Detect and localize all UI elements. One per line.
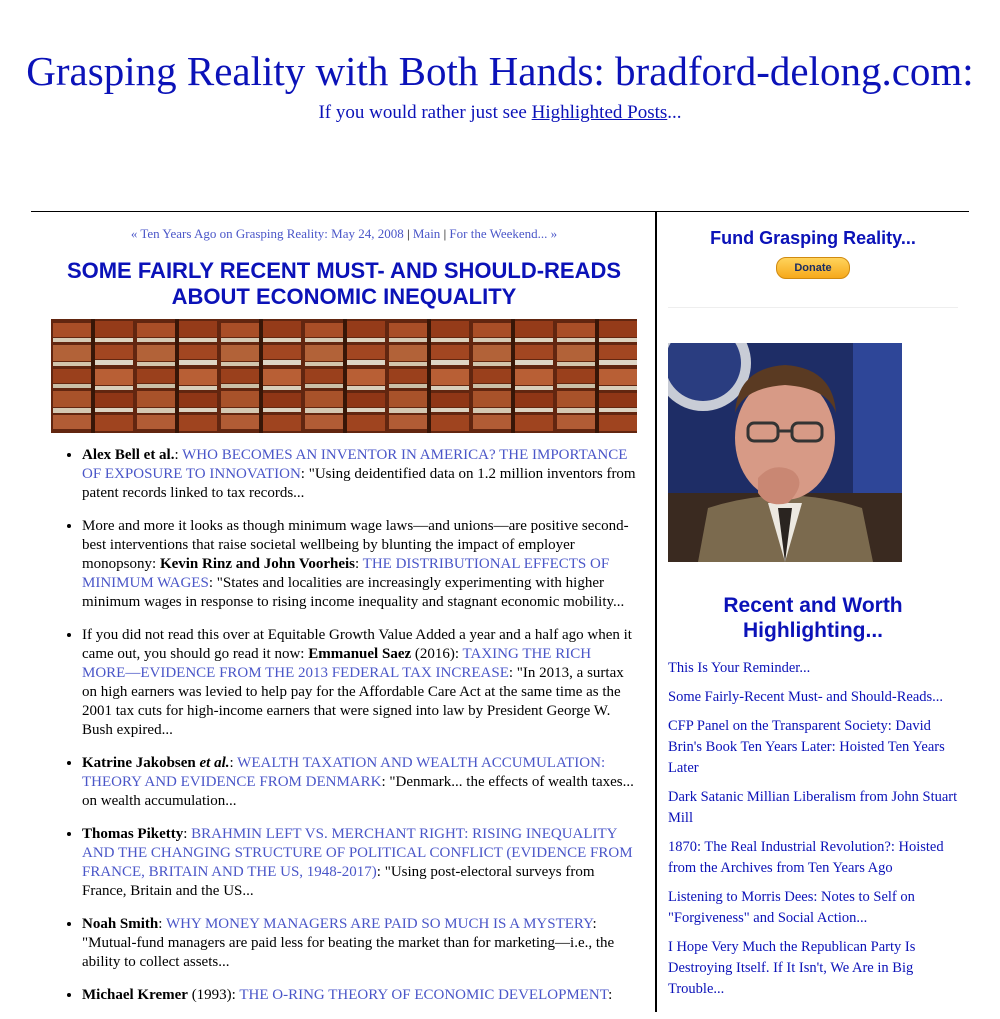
item-link[interactable]: WHO BECOMES AN INVENTOR IN AMERICA? THE IMPORTANCE OF EXPOSURE TO INNOVATION bbox=[82, 447, 628, 482]
nav-separator: | bbox=[403, 226, 413, 241]
item-author-name: Katrine Jakobsen bbox=[82, 755, 200, 771]
item-link[interactable]: BRAHMIN LEFT VS. MERCHANT RIGHT: RISING INEQUALITY AND THE CHANGING STRUCTURE OF POLITICAL CONFLICT (EVIDENCE FROM FRANCE, BRITAIN AND THE US, 1948-2017) bbox=[82, 826, 633, 880]
item-quote: : "Using deidentified data on 1.2 million inventors from patent records linked to tax records... bbox=[82, 466, 636, 501]
recent-link[interactable]: 1870: The Real Industrial Revolution?: Hoisted from the Archives from Ten Years Ago bbox=[668, 839, 944, 876]
recent-link[interactable]: CFP Panel on the Transparent Society: David Brin's Book Ten Years Later: Hoisted Ten Years Later bbox=[668, 718, 945, 776]
highlighted-posts-link[interactable]: Highlighted Posts bbox=[531, 102, 668, 123]
recent-link[interactable]: This Is Your Reminder... bbox=[668, 660, 811, 676]
item-author: Michael Kremer bbox=[82, 987, 188, 1003]
list-item bbox=[82, 915, 637, 972]
subtitle-suffix: ... bbox=[667, 102, 682, 123]
item-author: Kevin Rinz and John Voorheis bbox=[159, 556, 355, 572]
prev-post-link[interactable]: « Ten Years Ago on Grasping Reality: May 24, 2008 bbox=[130, 226, 404, 241]
item-author: Emmanuel Saez bbox=[308, 646, 412, 662]
item-quote: : "In 2013, a surtax on high earners was levied to help pay for the Affordable Care Act at the same time as the 2001 tax cuts for high-income earners that were signed into law by President George W. Bush expired... bbox=[82, 665, 624, 738]
item-year: : bbox=[158, 916, 163, 932]
item-year: : bbox=[229, 755, 234, 771]
item-author: Alex Bell et al. bbox=[82, 447, 175, 463]
subtitle-prefix: If you would rather just see bbox=[318, 102, 532, 123]
item-year: (2016): bbox=[411, 646, 460, 662]
item-link[interactable]: WEALTH TAXATION AND WEALTH ACCUMULATION: THEORY AND EVIDENCE FROM DENMARK bbox=[82, 755, 606, 790]
recent-link[interactable]: I Hope Very Much the Republican Party Is Destroying Itself. If It Isn't, We Are in Big Trouble... bbox=[668, 939, 916, 997]
post-navigation bbox=[51, 226, 637, 242]
column-divider bbox=[655, 212, 657, 1012]
item-year: : bbox=[183, 826, 188, 842]
recent-list bbox=[668, 658, 958, 1000]
blog-title[interactable]: Grasping Reality with Both Hands: bradford-delong.com: bbox=[26, 48, 974, 94]
blog-subtitle bbox=[0, 102, 1000, 124]
post-title: SOME FAIRLY RECENT MUST- AND SHOULD-READS ABOUT ECONOMIC INEQUALITY bbox=[66, 258, 622, 309]
fund-title: Fund Grasping Reality... bbox=[710, 228, 916, 248]
next-post-link[interactable]: For the Weekend... » bbox=[449, 226, 558, 241]
item-link[interactable]: THE O-RING THEORY OF ECONOMIC DEVELOPMENT bbox=[239, 987, 609, 1003]
item-quote: : "States and localities are increasingly experimenting with higher minimum wages in response to rising income inequality and stagnant economic mobility... bbox=[82, 575, 625, 610]
main-link[interactable]: Main bbox=[412, 226, 441, 241]
sidebar-divider bbox=[668, 307, 958, 308]
recent-link[interactable]: Listening to Morris Dees: Notes to Self on "Forgiveness" and Social Action... bbox=[668, 889, 915, 926]
recent-title: Recent and Worth Highlighting... bbox=[723, 594, 903, 642]
item-year: (1993): bbox=[187, 987, 236, 1003]
nav-separator: | bbox=[440, 226, 450, 241]
list-item bbox=[82, 626, 637, 740]
item-pre: If you did not read this over at Equitable Growth Value Added a year and a half ago when it came out, you should go read it now: bbox=[82, 627, 632, 662]
list-item bbox=[82, 446, 637, 503]
author-portrait-image bbox=[668, 343, 902, 562]
item-author: Noah Smith bbox=[82, 916, 159, 932]
item-quote: : "Using post-electoral surveys from France, Britain and the US... bbox=[82, 864, 595, 899]
item-author-etal: et al. bbox=[199, 755, 230, 771]
recent-link[interactable]: Some Fairly-Recent Must- and Should-Reads... bbox=[668, 689, 944, 705]
list-item bbox=[82, 825, 637, 901]
item-year: : bbox=[355, 556, 360, 572]
blog-header bbox=[0, 0, 1000, 212]
item-link[interactable]: TAXING THE RICH MORE—EVIDENCE FROM THE 2013 FEDERAL TAX INCREASE bbox=[82, 646, 592, 681]
item-quote: : bbox=[608, 987, 613, 1003]
ledger-books-image bbox=[51, 319, 637, 433]
item-author: Thomas Piketty bbox=[82, 826, 184, 842]
list-item bbox=[82, 754, 637, 811]
donate-button[interactable]: Donate bbox=[776, 257, 850, 279]
must-reads-list bbox=[51, 446, 637, 1005]
sidebar bbox=[668, 212, 958, 1008]
recent-link[interactable]: Dark Satanic Millian Liberalism from John Stuart Mill bbox=[668, 789, 958, 826]
item-link[interactable]: WHY MONEY MANAGERS ARE PAID SO MUCH IS A MYSTERY bbox=[165, 916, 593, 932]
item-year: : bbox=[174, 447, 179, 463]
list-item bbox=[82, 986, 637, 1005]
item-author bbox=[82, 755, 230, 771]
item-pre: More and more it looks as though minimum wage laws—and unions—are positive second-best interventions that raise societal wellbeing by blunting the impact of employer monopsony: bbox=[82, 518, 629, 572]
post-column bbox=[51, 226, 637, 1019]
list-item bbox=[82, 517, 637, 612]
item-link[interactable]: THE DISTRIBUTIONAL EFFECTS OF MINIMUM WAGES bbox=[82, 556, 610, 591]
item-quote: : "Mutual-fund managers are paid less for beating the market than for marketing—i.e., the ability to collect assets... bbox=[82, 916, 615, 970]
item-quote: : "Denmark... the effects of wealth taxes... on wealth accumulation... bbox=[82, 774, 634, 809]
